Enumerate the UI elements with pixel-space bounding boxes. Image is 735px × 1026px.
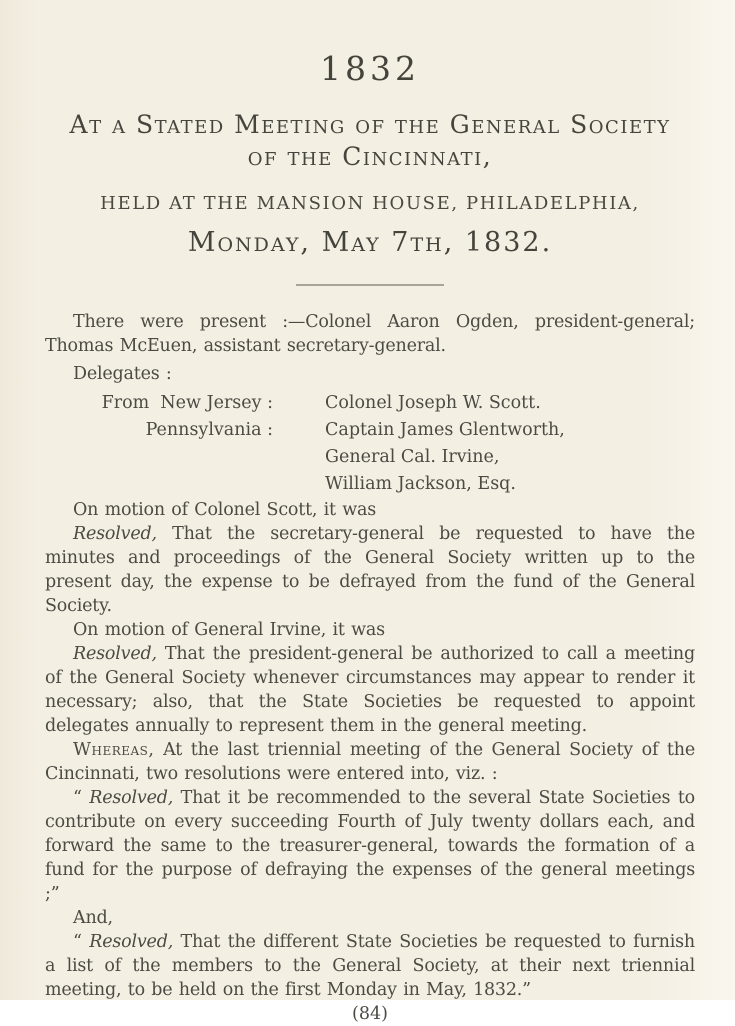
resolved-lead: Resolved, bbox=[89, 788, 174, 808]
venue-line: HELD AT THE MANSION HOUSE, PHILADELPHIA, bbox=[100, 193, 640, 214]
motion-scott-line: On motion of Colonel Scott, it was bbox=[73, 500, 377, 520]
delegate-name: Colonel Joseph W. Scott. bbox=[325, 393, 541, 413]
delegate-row bbox=[45, 417, 695, 444]
meeting-title-line-1: At a Stated Meeting of the General Society bbox=[69, 110, 671, 139]
delegate-row bbox=[45, 444, 695, 471]
delegate-state bbox=[45, 444, 273, 471]
and-label: And, bbox=[73, 908, 113, 928]
delegates-table bbox=[45, 390, 695, 498]
page-number: (84) bbox=[352, 1004, 388, 1024]
resolution-text: That it be recommended to the several State Societies to contribute on every succeeding Fourth of July twenty dollars each, and forward the same to the treasurer-general, towards the formation of a fund for the purpose of defraying the expenses of the general meetings ;” bbox=[45, 788, 695, 904]
resolved-lead: Resolved, bbox=[73, 644, 157, 664]
year-heading: 1832 bbox=[320, 49, 420, 88]
delegate-state: Pennsylvania : bbox=[145, 420, 273, 440]
attendance-paragraph: There were present :—Colonel Aaron Ogden, president-general; Thomas McEuen, assistant secretary-general. bbox=[45, 312, 695, 356]
delegate-state bbox=[45, 471, 273, 498]
resolution-text: That the secretary-general be requested to have the minutes and proceedings of the General Society written up to the present day, the expense to be defrayed from the fund of the General Society. bbox=[45, 524, 695, 616]
whereas-lead: Whereas, bbox=[73, 740, 155, 760]
resolution-text: That the different State Societies be requested to furnish a list of the members to the General Society, at their next triennial meeting, to be held on the first Monday in May, 1832.” bbox=[45, 932, 696, 1000]
section-divider-rule bbox=[296, 284, 444, 286]
delegate-row bbox=[45, 390, 695, 417]
whereas-paragraph bbox=[45, 738, 695, 786]
page-content bbox=[45, 0, 695, 1026]
delegate-state: From New Jersey : bbox=[101, 393, 273, 413]
open-quote: “ bbox=[73, 788, 90, 808]
meeting-title-line-2: of the Cincinnati, bbox=[247, 142, 493, 171]
delegate-row bbox=[45, 471, 695, 498]
delegate-name: General Cal. Irvine, bbox=[325, 447, 500, 467]
delegates-label: Delegates : bbox=[73, 364, 172, 384]
motion-irvine-line: On motion of General Irvine, it was bbox=[73, 620, 385, 640]
resolved-lead: Resolved, bbox=[73, 524, 157, 544]
date-line: Monday, May 7th, 1832. bbox=[187, 227, 553, 258]
resolved-lead: Resolved, bbox=[89, 932, 174, 952]
quoted-resolution-contribution bbox=[45, 786, 695, 906]
resolution-meetings-paragraph bbox=[45, 642, 695, 738]
delegate-name: Captain James Glentworth, bbox=[325, 420, 565, 440]
whereas-text: At the last triennial meeting of the General Society of the Cincinnati, two resolutions were entered into, viz. : bbox=[45, 740, 695, 784]
delegate-name: William Jackson, Esq. bbox=[325, 474, 516, 494]
open-quote: “ bbox=[73, 932, 90, 952]
resolution-text: That the president-general be authorized to call a meeting of the General Society whenever circumstances may appear to render it necessary; also, that the State Societies be requested to appoint delegates annually to represent them in the general meeting. bbox=[45, 644, 695, 736]
quoted-resolution-member-list bbox=[45, 930, 695, 1002]
resolution-minutes-paragraph bbox=[45, 522, 695, 618]
